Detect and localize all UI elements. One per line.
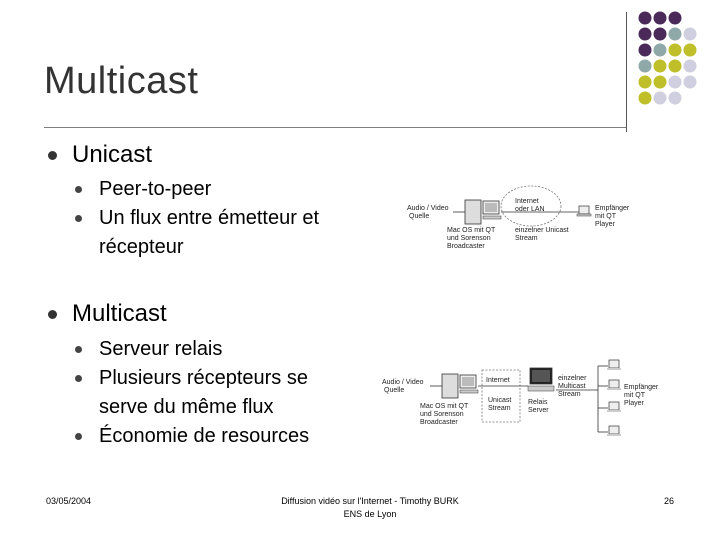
decorative-dot bbox=[684, 60, 697, 73]
list-item-continuation: serve du même flux bbox=[99, 396, 274, 418]
mac-label: Broadcaster bbox=[447, 243, 485, 250]
stream-label: Stream bbox=[515, 235, 538, 242]
bullet-dot bbox=[75, 433, 82, 440]
laptop-icon bbox=[607, 380, 621, 390]
footer-date: 03/05/2004 bbox=[46, 496, 92, 506]
decorative-dot bbox=[654, 60, 667, 73]
bullet-dot bbox=[75, 346, 82, 353]
vertical-rule bbox=[626, 12, 627, 132]
bullet-dot bbox=[75, 375, 82, 382]
bullet-dot bbox=[75, 215, 82, 222]
receiver-label: mit QT bbox=[595, 213, 616, 220]
mac-label: Broadcaster bbox=[420, 419, 458, 426]
decorative-dot bbox=[654, 76, 667, 89]
decorative-dot bbox=[684, 28, 697, 41]
decorative-dot bbox=[684, 76, 697, 89]
page-number: 26 bbox=[664, 496, 675, 506]
mac-label: und Sorenson bbox=[420, 411, 464, 418]
multicast-label: einzelner bbox=[558, 375, 587, 382]
receiver-label: mit QT bbox=[624, 392, 645, 399]
section-heading-unicast: Unicast bbox=[72, 141, 153, 168]
bullet-dot bbox=[48, 151, 57, 160]
tower-icon bbox=[442, 374, 458, 398]
mac-label: und Sorenson bbox=[447, 235, 491, 242]
unicast-label: Unicast bbox=[488, 397, 512, 404]
cloud-label: oder LAN bbox=[515, 206, 545, 213]
section-heading-multicast: Multicast bbox=[72, 300, 167, 327]
laptop-icon bbox=[607, 360, 621, 370]
decorative-dot bbox=[639, 60, 652, 73]
laptop-icon bbox=[607, 426, 621, 436]
bullet-dot bbox=[75, 186, 82, 193]
decorative-dot bbox=[669, 92, 682, 105]
footer-title: Diffusion vidéo sur l'Internet - Timothy BURK bbox=[281, 496, 459, 506]
internet-label: Internet bbox=[486, 377, 510, 384]
tower-icon bbox=[465, 200, 481, 224]
decorative-dot bbox=[639, 12, 652, 25]
laptop-icon bbox=[607, 402, 621, 412]
stream-label: einzelner Unicast bbox=[515, 227, 569, 234]
decorative-dot bbox=[654, 92, 667, 105]
decorative-dot bbox=[654, 28, 667, 41]
multicast-label: Stream bbox=[558, 391, 581, 398]
mac-label: Mac OS mit QT bbox=[447, 227, 496, 234]
mac-label: Mac OS mit QT bbox=[420, 403, 469, 410]
receiver-label: Player bbox=[624, 400, 644, 407]
decorative-dot bbox=[669, 76, 682, 89]
relay-label: Relais bbox=[528, 399, 548, 406]
receiver-label: Player bbox=[595, 221, 615, 228]
list-item: Plusieurs récepteurs se bbox=[99, 367, 308, 389]
cloud-label: Internet bbox=[515, 198, 539, 205]
decorative-dot bbox=[669, 60, 682, 73]
receiver-label: Empfänger bbox=[595, 205, 630, 212]
receiver-label: Empfänger bbox=[624, 384, 659, 391]
decorative-dot bbox=[669, 28, 682, 41]
slide-title: Multicast bbox=[44, 60, 199, 102]
footer-institution: ENS de Lyon bbox=[343, 509, 397, 519]
list-item: Peer-to-peer bbox=[99, 178, 212, 200]
relay-label: Server bbox=[528, 407, 549, 414]
decorative-dot bbox=[669, 12, 682, 25]
list-item-continuation: récepteur bbox=[99, 236, 184, 258]
source-label: Quelle bbox=[409, 213, 430, 220]
decorative-dot bbox=[684, 44, 697, 57]
bullet-dot bbox=[48, 310, 57, 319]
source-label: Quelle bbox=[384, 387, 405, 394]
list-item: Économie de resources bbox=[99, 425, 310, 447]
multicast-diagram bbox=[380, 352, 665, 442]
decorative-dot bbox=[654, 44, 667, 57]
decorative-dot bbox=[639, 92, 652, 105]
source-label: Audio / Video bbox=[382, 379, 424, 386]
footer-center bbox=[250, 496, 490, 519]
list-item: Un flux entre émetteur et bbox=[99, 207, 320, 229]
source-label: Audio / Video bbox=[407, 205, 449, 212]
multicast-label: Multicast bbox=[558, 383, 586, 390]
decorative-dot bbox=[654, 12, 667, 25]
unicast-label: Stream bbox=[488, 405, 511, 412]
decorative-dot bbox=[639, 44, 652, 57]
decorative-dot bbox=[639, 28, 652, 41]
unicast-diagram bbox=[405, 180, 670, 258]
list-item: Serveur relais bbox=[99, 338, 223, 360]
decorative-dot bbox=[639, 76, 652, 89]
decorative-dot bbox=[669, 44, 682, 57]
laptop-icon bbox=[579, 206, 589, 214]
title-underline bbox=[44, 127, 626, 128]
